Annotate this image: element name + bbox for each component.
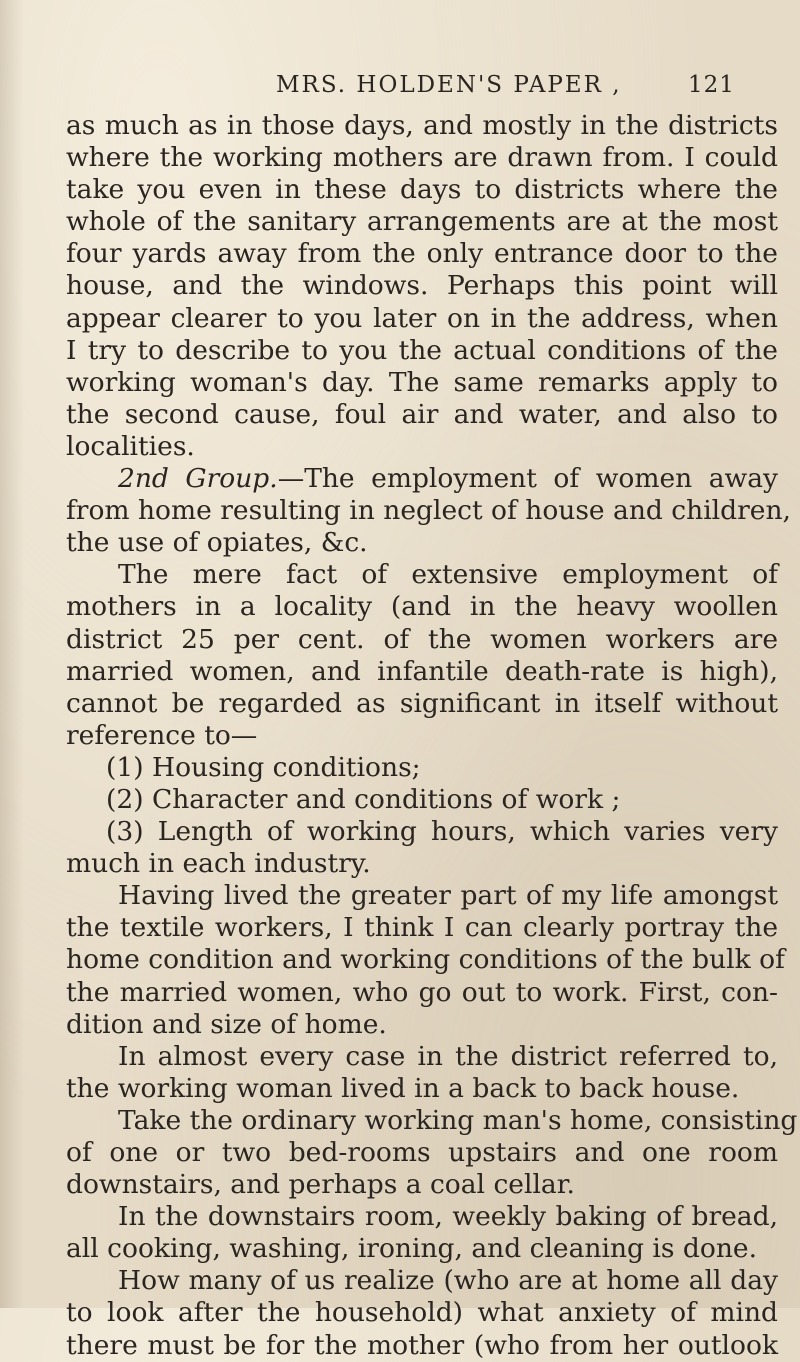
text-line: four yards away from the only entrance door to the bbox=[66, 238, 778, 270]
text-line: the textile workers, I think I can clearly portray the bbox=[66, 912, 778, 944]
text-line: the married women, who go out to work. First, con- bbox=[66, 976, 778, 1008]
text-line: all cooking, washing, ironing, and cleaning is done. bbox=[66, 1233, 757, 1265]
text-line: where the working mothers are drawn from. I could bbox=[66, 142, 778, 174]
body-text bbox=[66, 110, 798, 1362]
page-gutter-shadow bbox=[0, 0, 24, 1308]
group-heading-text: —The employment of women away bbox=[277, 463, 779, 495]
text-line: Having lived the greater part of my life amongst bbox=[118, 880, 778, 912]
running-title: MRS. HOLDEN'S PAPER , bbox=[276, 72, 622, 98]
running-head bbox=[0, 72, 800, 102]
text-line: much in each industry. bbox=[66, 848, 371, 880]
text-line: married women, and infantile death-rate is high), bbox=[66, 655, 778, 687]
text-line: In almost every case in the district referred to, bbox=[118, 1040, 778, 1072]
text-line: I try to describe to you the actual conditions of the bbox=[66, 334, 778, 366]
text-line: How many of us realize (who are at home all day bbox=[118, 1265, 778, 1297]
list-item: (2) Character and conditions of work ; bbox=[106, 783, 621, 815]
text-line: home condition and working conditions of the bulk of bbox=[66, 944, 785, 976]
list-item: (3) Length of working hours, which varies very bbox=[106, 816, 778, 848]
text-line: to look after the household) what anxiety of mind bbox=[66, 1297, 778, 1329]
group-heading-line bbox=[66, 463, 778, 495]
text-line: there must be for the mother (who from her outlook bbox=[66, 1329, 778, 1361]
text-line: reference to— bbox=[66, 719, 258, 751]
text-line: localities. bbox=[66, 430, 195, 462]
text-line: In the downstairs room, weekly baking of bread, bbox=[118, 1201, 778, 1233]
text-line: The mere fact of extensive employment of bbox=[118, 559, 778, 591]
text-line: of one or two bed-rooms upstairs and one room bbox=[66, 1137, 778, 1168]
page-number: 121 bbox=[688, 72, 735, 98]
text-line: dition and size of home. bbox=[66, 1008, 387, 1040]
text-line: the use of opiates, &c. bbox=[66, 527, 368, 559]
text-line: downstairs, and perhaps a coal cellar. bbox=[66, 1169, 575, 1201]
list-item: (1) Housing conditions; bbox=[106, 751, 421, 783]
text-line: cannot be regarded as significant in itself without bbox=[66, 687, 778, 719]
text-line: Take the ordinary working man's home, consisting bbox=[118, 1104, 798, 1136]
text-line: the second cause, foul air and water, and also to bbox=[66, 398, 778, 430]
text-line: appear clearer to you later on in the address, when bbox=[66, 302, 778, 334]
text-line: mothers in a locality (and in the heavy woollen bbox=[66, 591, 778, 623]
text-line: working woman's day. The same remarks apply to bbox=[66, 366, 778, 398]
group-heading-label: 2nd Group. bbox=[118, 463, 278, 495]
text-line: district 25 per cent. of the women workers are bbox=[66, 623, 778, 655]
text-line: whole of the sanitary arrangements are at the most bbox=[66, 206, 778, 238]
text-line: take you even in these days to districts where the bbox=[66, 174, 778, 206]
text-line: house, and the windows. Perhaps this point will bbox=[66, 270, 778, 302]
text-line: the working woman lived in a back to back house. bbox=[66, 1072, 740, 1104]
text-line: as much as in those days, and mostly in the districts bbox=[66, 110, 778, 141]
text-line: from home resulting in neglect of house and children, bbox=[66, 495, 791, 527]
